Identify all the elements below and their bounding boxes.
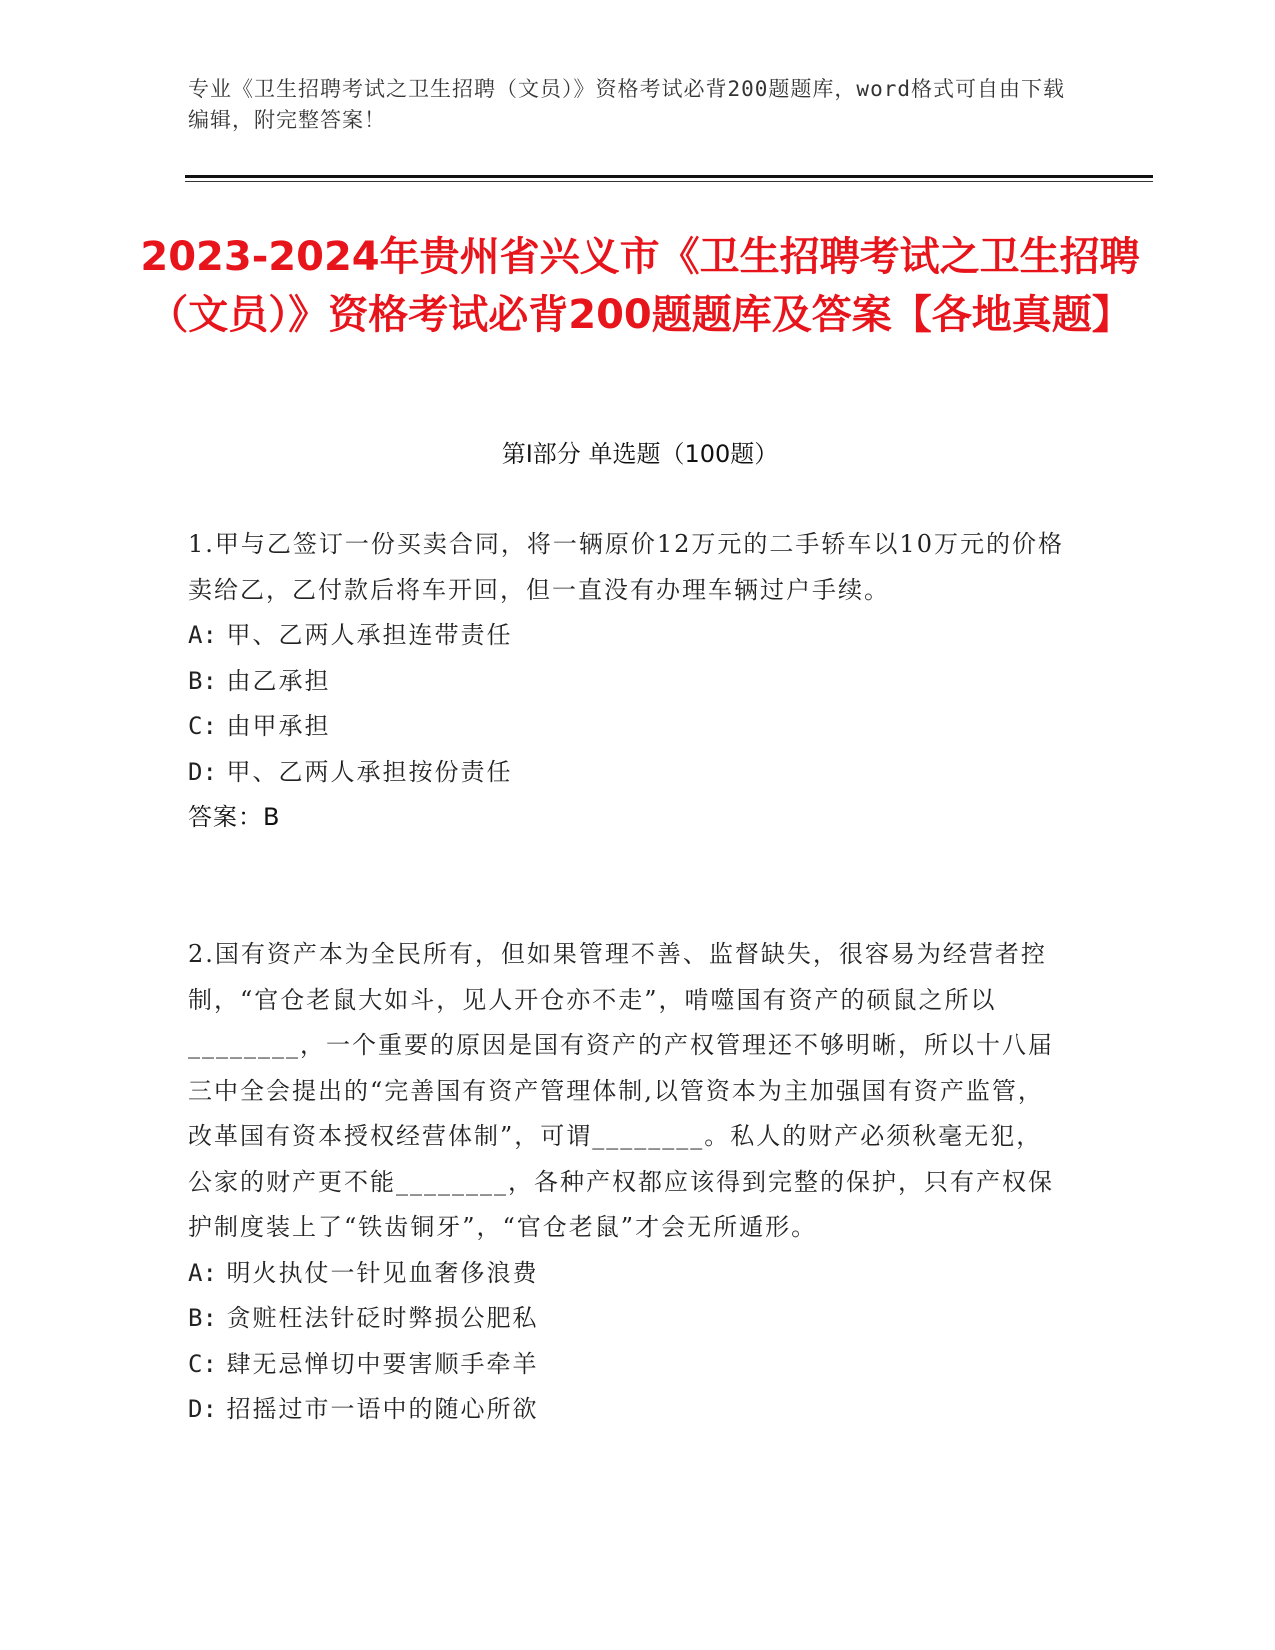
option-letter: B: [188,666,217,695]
option-letter: C: [188,712,217,740]
option-text: 由乙承担 [226,666,331,695]
option-text: 甲、乙两人承担连带责任 [226,621,513,649]
option-letter: D: [188,1395,217,1423]
option-b [188,659,1068,705]
header-note: 专业《卫生招聘考试之卫生招聘（文员）》资格考试必背200题题库，word格式可自由下载编辑，附完整答案！ [188,77,1065,132]
header-rule-thick [185,175,1153,178]
section-heading: 第Ⅰ部分 单选题（100题） [501,440,779,468]
option-a [188,1251,1068,1297]
option-letter: A: [188,1258,217,1287]
answer-line: 答案：B [188,803,281,831]
option-b [188,1296,1068,1342]
option-letter: D: [188,757,217,786]
question-stem: 1.甲与乙签订一份买卖合同，将一辆原价12万元的二手轿车以10万元的价格卖给乙，乙付款后将车开回，但一直没有办理车辆过户手续。 [188,530,1064,604]
option-c [188,1342,1068,1388]
option-text: 贪赃枉法针砭时弊损公肥私 [226,1304,539,1332]
question-stem: 2.国有资产本为全民所有，但如果管理不善、监督缺失，很容易为经营者控制，“官仓老鼠大如斗，见人开仓亦不走”，啃噬国有资产的硕鼠之所以________，一个重要的原因是国有资产的产权管理还不够明晰，所以十八届三中全会提出的“完善国有资产管理体制,以管资本为主加强国有资产监管，改革国有资本授权经营体制”，可谓________。私人的财产必须秋毫无犯，公家的财产更不能________，各种产权都应该得到完整的保护，只有产权保护制度装上了“铁齿铜牙”，“官仓老鼠”才会无所遁形。 [188,940,1054,1241]
option-text: 肆无忌惮切中要害顺手牵羊 [226,1349,539,1378]
question-1 [188,522,1068,841]
document-title: 2023-2024年贵州省兴义市《卫生招聘考试之卫生招聘（文员）》资格考试必背200题题库及答案【各地真题】 [140,234,1140,338]
option-a [188,613,1068,659]
option-letter: B: [188,1304,217,1332]
header-rule-thin [185,181,1153,182]
option-letter: C: [188,1349,217,1378]
option-d [188,1387,1068,1433]
option-c [188,704,1068,750]
option-text: 由甲承担 [226,712,331,740]
option-d [188,750,1068,796]
question-2 [188,932,1068,1433]
option-text: 甲、乙两人承担按份责任 [226,757,513,786]
option-text: 招摇过市一语中的随心所欲 [226,1395,539,1423]
option-letter: A: [188,621,217,649]
option-text: 明火执仗一针见血奢侈浪费 [226,1258,539,1287]
